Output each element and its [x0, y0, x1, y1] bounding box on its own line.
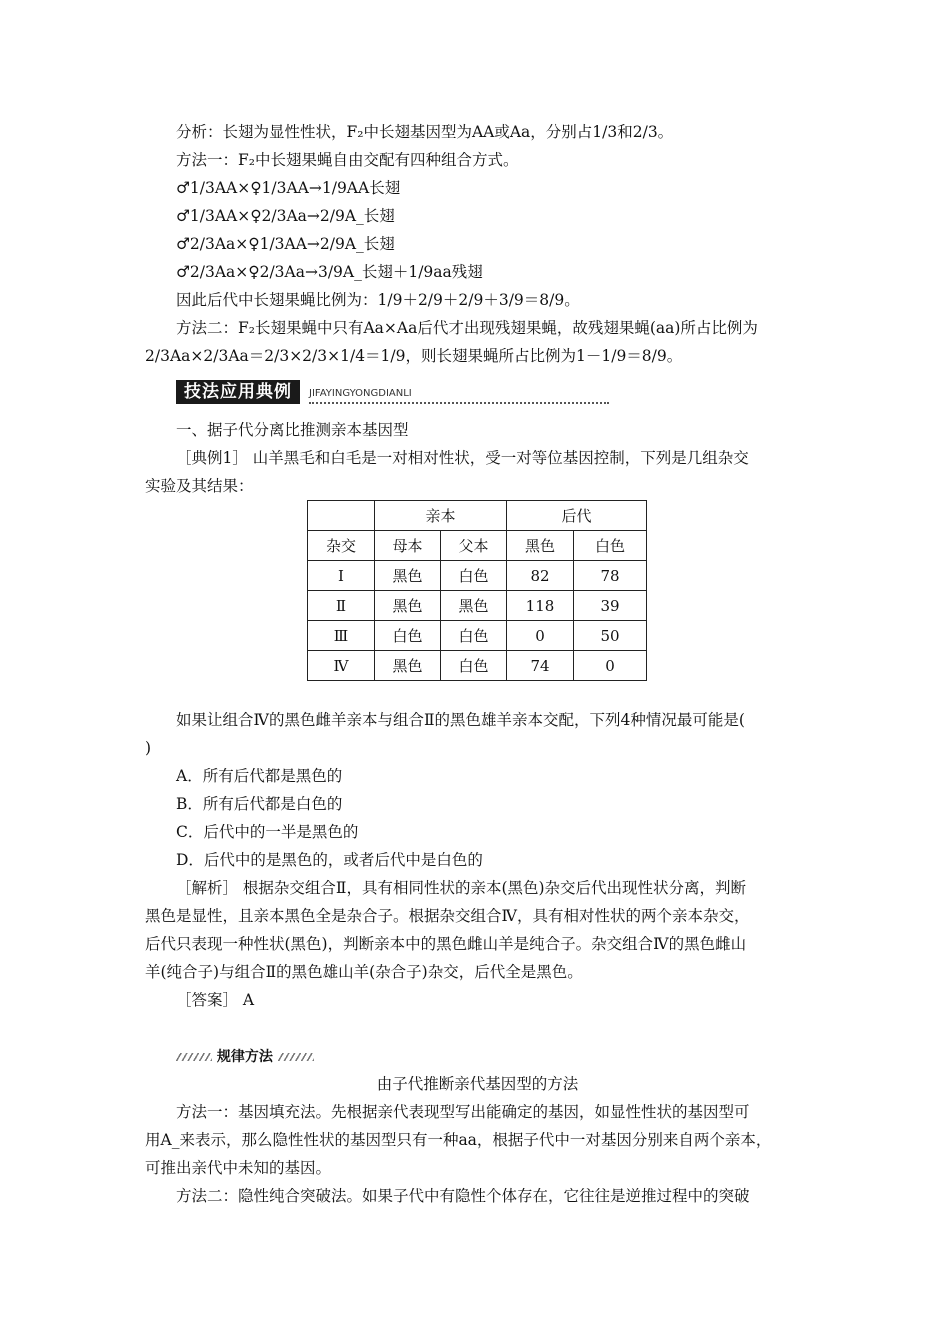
- table-row: [308, 621, 647, 651]
- header-offspring: 后代: [507, 501, 647, 531]
- cross-results-table: [307, 500, 647, 681]
- header-cross: 杂交: [308, 531, 375, 561]
- question-line-2: 实验及其结果：: [145, 477, 254, 495]
- table-row: [308, 501, 647, 531]
- table-row: [308, 651, 647, 681]
- table-row: [308, 561, 647, 591]
- father-color: 白色: [441, 651, 507, 681]
- father-color: 白色: [441, 561, 507, 591]
- question-paren: ): [145, 739, 152, 757]
- hatch-right-decoration: [278, 1053, 314, 1061]
- rules-label-text: 规律方法: [216, 1049, 273, 1065]
- question-line-1: ［典例1］ 山羊黑毛和白毛是一对相对性状，受一对等位基因控制，下列是几组杂交: [176, 449, 749, 467]
- rules-label: [176, 1046, 396, 1066]
- white-count: 50: [574, 621, 647, 651]
- father-color: 黑色: [441, 591, 507, 621]
- combination-3: ♂2/3Aa×♀1/3AA→2/9A_长翅: [176, 235, 395, 253]
- explanation-line-4: 羊(纯合子)与组合Ⅱ的黑色雄山羊(杂合子)杂交，后代全是黑色。: [145, 963, 583, 981]
- option-d: D．后代中的是黑色的，或者后代中是白色的: [176, 851, 483, 869]
- explanation-line-3: 后代只表现一种性状(黑色)，判断亲本中的黑色雌山羊是纯合子。杂交组合Ⅳ的黑色雌山: [145, 935, 747, 953]
- cross-id: Ⅰ: [308, 561, 375, 591]
- hatch-left-decoration: [176, 1053, 212, 1061]
- rules-title: 由子代推断亲代基因型的方法: [376, 1075, 579, 1093]
- table-cell: [308, 501, 375, 531]
- combination-4: ♂2/3Aa×♀2/3Aa→3/9A_长翅＋1/9aa残翅: [176, 263, 483, 281]
- option-c: C．后代中的一半是黑色的: [176, 823, 359, 841]
- ratio-line: 因此后代中长翅果蝇比例为：1/9＋2/9＋2/9＋3/9＝8/9。: [176, 291, 580, 309]
- analysis-line: 分析：长翅为显性性状，F₂中长翅基因型为AA或Aa，分别占1/3和2/3。: [176, 123, 674, 141]
- combination-1: ♂1/3AA×♀1/3AA→1/9AA长翅: [176, 179, 401, 197]
- table-row: [308, 591, 647, 621]
- cross-id: Ⅲ: [308, 621, 375, 651]
- black-count: 118: [507, 591, 574, 621]
- dotted-rule: [309, 402, 609, 404]
- combination-2: ♂1/3AA×♀2/3Aa→2/9A_长翅: [176, 207, 395, 225]
- rule-method-2-line: 方法二：隐性纯合突破法。如果子代中有隐性个体存在，它往往是逆推过程中的突破: [176, 1187, 750, 1205]
- mother-color: 黑色: [375, 591, 441, 621]
- explanation-line-2: 黑色是显性，且亲本黑色全是杂合子。根据杂交组合Ⅳ，具有相对性状的两个亲本杂交，: [145, 907, 750, 925]
- black-count: 0: [507, 621, 574, 651]
- explanation-line-1: ［解析］ 根据杂交组合Ⅱ，具有相同性状的亲本(黑色)杂交后代出现性状分离，判断: [176, 879, 747, 897]
- cross-id: Ⅱ: [308, 591, 375, 621]
- option-a: A．所有后代都是黑色的: [176, 767, 343, 785]
- header-white: 白色: [574, 531, 647, 561]
- header-father: 父本: [441, 531, 507, 561]
- header-black: 黑色: [507, 531, 574, 561]
- black-count: 74: [507, 651, 574, 681]
- method-one-line: 方法一：F₂中长翅果蝇自由交配有四种组合方式。: [176, 151, 519, 169]
- method-two-line-cont: 2/3Aa×2/3Aa＝2/3×2/3×1/4＝1/9，则长翅果蝇所占比例为1－1/9＝8/9。: [145, 347, 683, 365]
- section-header: [176, 380, 616, 408]
- cross-id: Ⅳ: [308, 651, 375, 681]
- header-parents: 亲本: [375, 501, 507, 531]
- black-count: 82: [507, 561, 574, 591]
- father-color: 白色: [441, 621, 507, 651]
- rule-method-1-line-2: 用A_来表示，那么隐性性状的基因型只有一种aa，根据子代中一对基因分别来自两个亲本，: [145, 1131, 772, 1149]
- white-count: 39: [574, 591, 647, 621]
- white-count: 0: [574, 651, 647, 681]
- mother-color: 黑色: [375, 561, 441, 591]
- option-b: B．所有后代都是白色的: [176, 795, 343, 813]
- white-count: 78: [574, 561, 647, 591]
- answer-line: ［答案］ A: [176, 991, 255, 1009]
- mother-color: 黑色: [375, 651, 441, 681]
- example-heading: 一、据子代分离比推测亲本基因型: [176, 421, 409, 439]
- question-line-3: 如果让组合Ⅳ的黑色雌羊亲本与组合Ⅱ的黑色雄羊亲本交配，下列4种情况最可能是(: [176, 711, 745, 729]
- section-subtitle: JIFAYINGYONGDIANLI: [309, 388, 412, 399]
- table-row: [308, 531, 647, 561]
- mother-color: 白色: [375, 621, 441, 651]
- method-two-line: 方法二：F₂长翅果蝇中只有Aa×Aa后代才出现残翅果蝇，故残翅果蝇(aa)所占比例为: [176, 319, 758, 337]
- section-title: 技法应用典例: [176, 380, 300, 404]
- rule-method-1-line-3: 可推出亲代中未知的基因。: [145, 1159, 332, 1177]
- rule-method-1-line-1: 方法一：基因填充法。先根据亲代表现型写出能确定的基因，如显性性状的基因型可: [176, 1103, 750, 1121]
- header-mother: 母本: [375, 531, 441, 561]
